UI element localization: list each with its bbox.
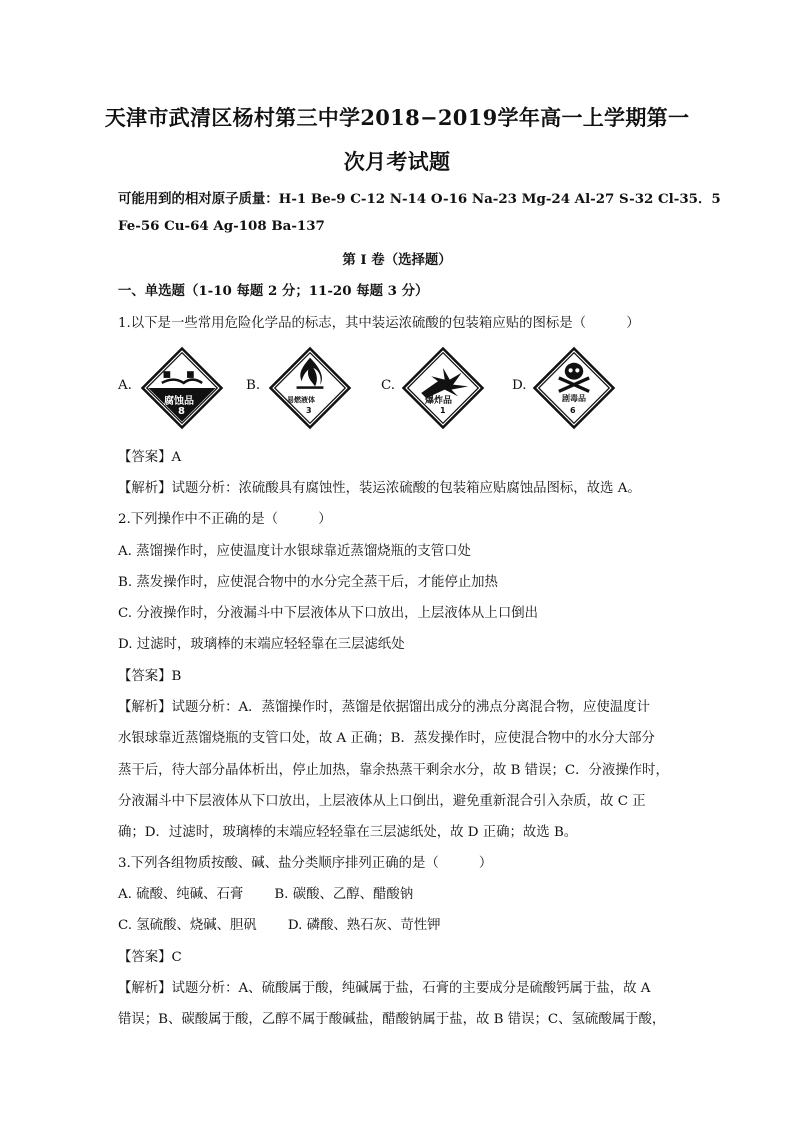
option-d-label: D. [512, 378, 527, 393]
option-c-sign-num: 1 [440, 406, 446, 415]
question-3-analysis-line2: 错误；B、碳酸属于酸，乙醇不属于酸碱盐，醋酸钠属于盐，故 B 错误；C、氢硫酸属于酸， [118, 1012, 666, 1027]
explosive-icon [401, 346, 485, 430]
question-3-answer: 【答案】C [118, 950, 182, 965]
question-3-options-row2: C. 氢硫酸、烧碱、胆矾 D. 磷酸、熟石灰、苛性钾 [118, 918, 441, 933]
question-1-stem: 1.以下是一些常用危险化学品的标志，其中装运浓硫酸的包装箱应贴的图标是（ ） [118, 316, 640, 331]
question-3-analysis-line1: 【解析】试题分析：A、硫酸属于酸，纯碱属于盐，石膏的主要成分是硫酸钙属于盐，故 A [118, 981, 651, 996]
section-title: 一、单选题（1-10 每题 2 分；11-20 每题 3 分） [118, 283, 429, 299]
question-2-option-b: B. 蒸发操作时，应使混合物中的水分完全蒸干后，才能停止加热 [118, 575, 498, 590]
question-3-options-row1: A. 硫酸、纯碱、石膏 B. 碳酸、乙醇、醋酸钠 [118, 887, 414, 902]
question-2-analysis-line2: 水银球靠近蒸馏烧瓶的支管口处，故 A 正确；B．蒸发操作时，应使混合物中的水分大部分 [118, 731, 655, 746]
option-b-label: B. [246, 378, 261, 393]
question-2-analysis-line5: 确；D．过滤时，玻璃棒的末端应轻轻靠在三层滤纸处，故 D 正确；故选 B。 [118, 825, 578, 840]
volume-title: 第 I 卷（选择题） [342, 252, 452, 268]
question-1-analysis: 【解析】试题分析：浓硫酸具有腐蚀性，装运浓硫酸的包装箱应贴腐蚀品图标，故选 A。 [118, 481, 641, 496]
option-c-sign-text: 爆炸品 [425, 396, 453, 406]
question-2-option-a: A. 蒸馏操作时，应使温度计水银球靠近蒸馏烧瓶的支管口处 [118, 544, 471, 559]
toxic-icon [532, 346, 616, 430]
question-2-option-d: D. 过滤时，玻璃棒的末端应轻轻靠在三层滤纸处 [118, 637, 405, 652]
option-c-label: C. [381, 378, 396, 393]
option-a-label: A. [118, 378, 132, 393]
atomic-mass-line1: 可能用到的相对原子质量：H-1 Be-9 C-12 N-14 O-16 Na-23 Mg-24 Al-27 S-32 Cl-35．5 [118, 191, 721, 207]
option-a-sign-num: 8 [178, 406, 185, 417]
corrosive-icon [140, 346, 224, 430]
question-2-option-c: C. 分液操作时，分液漏斗中下层液体从下口放出，上层液体从上口倒出 [118, 606, 538, 621]
flammable-icon [268, 346, 352, 430]
option-b-sign-num: 3 [306, 406, 312, 415]
question-2-analysis-line4: 分液漏斗中下层液体从下口放出，上层液体从上口倒出，避免重新混合引入杂质，故 C 正 [118, 794, 646, 809]
question-1-answer: 【答案】A [118, 450, 182, 465]
exam-title-line1: 天津市武清区杨村第三中学2018−2019学年高一上学期第一 [104, 105, 690, 130]
question-2-analysis-line1: 【解析】试题分析：A．蒸馏操作时，蒸馏是依据馏出成分的沸点分离混合物，应使温度计 [118, 700, 650, 715]
question-3-stem: 3.下列各组物质按酸、碱、盐分类顺序排列正确的是（ ） [118, 856, 493, 871]
exam-title-line2: 次月考试题 [343, 149, 451, 174]
atomic-mass-line2: Fe-56 Cu-64 Ag-108 Ba-137 [118, 218, 325, 234]
option-d-sign-num: 6 [570, 406, 576, 415]
question-2-stem: 2.下列操作中不正确的是（ ） [118, 512, 332, 527]
option-b-sign-text: 易燃液体 [287, 396, 315, 404]
question-2-answer: 【答案】B [118, 669, 182, 684]
option-a-sign-text: 腐蚀品 [164, 396, 194, 407]
question-2-analysis-line3: 蒸干后，待大部分晶体析出，停止加热，靠余热蒸干剩余水分，故 B 错误；C．分液操作时， [118, 763, 669, 778]
option-d-sign-text: 剧毒品 [562, 394, 586, 403]
